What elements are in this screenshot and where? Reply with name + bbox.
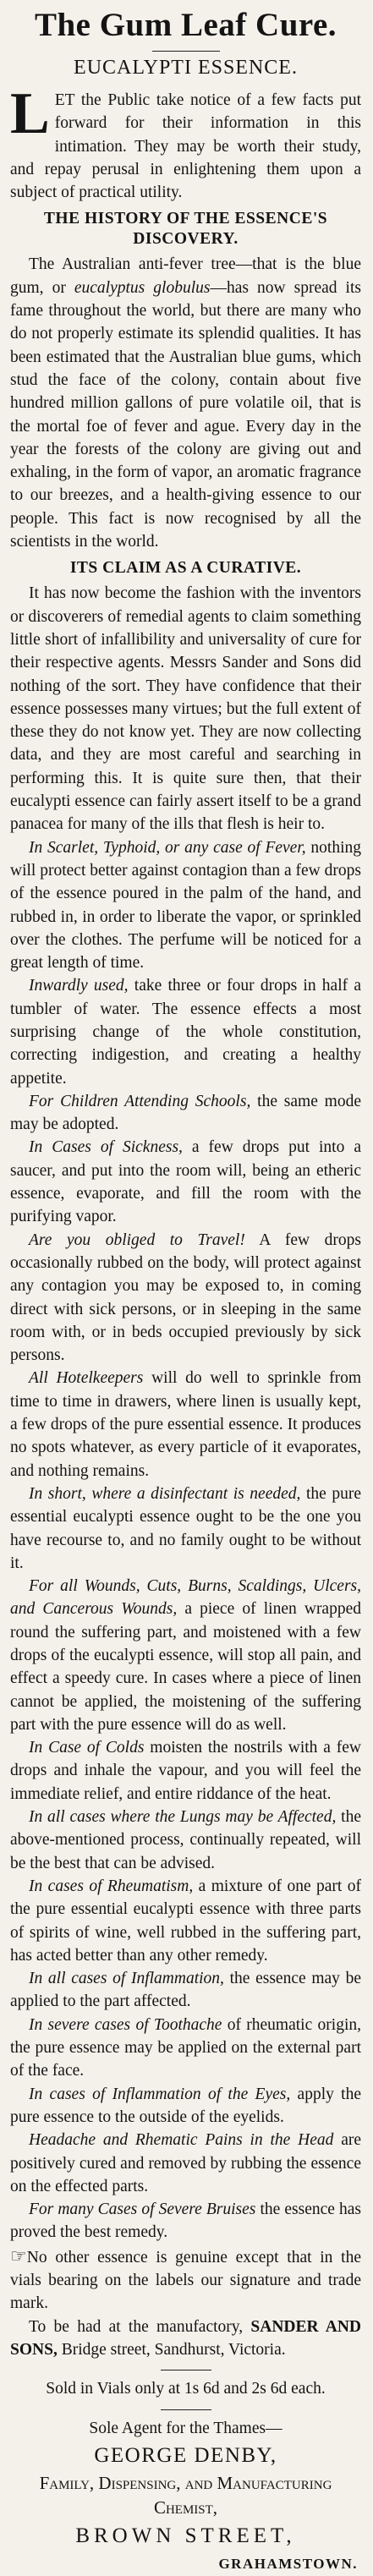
divider [161, 2409, 211, 2410]
use-paragraph [10, 2014, 361, 2083]
use-paragraph [10, 1229, 361, 1367]
use-title: In cases of Inflammation of the Eyes, [29, 2085, 291, 2103]
use-title: For all Wounds, Cuts, Burns, Scaldings, Ulcers, and Cancerous Wounds, [10, 1577, 361, 1619]
use-text: a few drops put into a saucer, and put into the room will, being an etheric essence, evaporate, and fill the room with the purifying vapor. [10, 1138, 361, 1226]
page-subtitle: EUCALYPTI ESSENCE. [74, 57, 298, 79]
claim-paragraph: It has now become the fashion with the inventors or discoverers of remedial agents to claim something little short of infallibility and universality of cure for their respective agents. Messrs Sander and Sons did nothing of the sort. They have confidence that their essence possesses many virtues; but the full extent of these they do not know yet. They are now collecting data, and they are most careful and searching in performing this. It is quite sure then, that their eucalypti essence can fairly assert itself to be a grand panacea for many of the ills that flesh is heir to. [10, 584, 361, 834]
use-title: In Cases of Sickness, [29, 1138, 183, 1157]
claim-heading: ITS CLAIM AS A CURATIVE. [69, 559, 302, 578]
use-text: are positively cured and removed by rubbing the essence on the effected parts. [10, 2131, 361, 2195]
use-title: In all cases of Inflammation, [29, 1970, 224, 1988]
notice-paragraph: ☞No other essence is genuine except that in the vials bearing on the labels our signature and trade mark. [10, 2244, 361, 2313]
history-heading: THE HISTORY OF THE ESSENCE'S DISCOVERY. [43, 210, 328, 249]
use-paragraph [10, 1875, 361, 1967]
use-paragraph [10, 1967, 361, 2014]
use-paragraph [10, 1090, 361, 1137]
use-paragraph [10, 1483, 361, 1575]
use-title: In Scarlet, Typhoid, or any case of Fever, [29, 838, 306, 857]
use-text: nothing will protect better against contagion than a few drops of the essence poured in the palm of the hand, and rubbed in, in order to liberate the vapor, or sprinkled over the clothes. The perfume will be noticed for a great length of time. [10, 838, 362, 973]
use-text: of rheumatic origin, the pure essence may be applied on the external part of the face. [10, 2015, 361, 2080]
vendor-town: GRAHAMSTOWN. [218, 2555, 358, 2572]
use-title: In cases of Rheumatism, [29, 1877, 194, 1895]
use-title: Inwardly used, [29, 977, 129, 995]
uses-list [10, 836, 361, 2244]
use-paragraph [10, 2198, 361, 2244]
use-text: take three or four drops in half a tumbler of water. The essence effects a most surprising change of the whole constitution, correcting indigestion, and creating a healthy appetite. [10, 977, 362, 1088]
use-text: a piece of linen wrapped round the suffering part, and moistened with a few drops of the eucalypti essence, will stop all pain, and effect a speedy cure. In cases where a piece of linen cannot be applied, the moistening of the suffering part with the pure essence will do as well. [10, 1600, 361, 1734]
history-paragraph: The Australian anti-fever tree—that is the blue gum, or eucalyptus globulus—has now spread its fame throughout the world, but there are many who do not properly estimate its splendid qualities. It has been estimated that the Australian blue gums, which stud the face of the colony, contain about five hundred million gallons of pure volatile oil, that is the mortal foe of fever and ague. Every day in the year the forests of the colony are giving out and exhaling, in the form of vapor, an aromatic fragrance to our breezes, and a health-giving essence to our people. This fact is now recognised by all the scientists in the world. [10, 255, 361, 551]
manufactory-paragraph: To be had at the manufactory, SANDER AND SONS, Bridge street, Sandhurst, Victoria. [10, 2317, 361, 2359]
vendor-street: BROWN STREET, [75, 2524, 296, 2547]
use-title: For many Cases of Severe Bruises [29, 2201, 256, 2219]
use-title: For Children Attending Schools, [29, 1092, 251, 1110]
use-paragraph [10, 1136, 361, 1228]
use-text: moisten the nostrils with a few drops and inhale the vapour, and you will feel the immediate relief, and entire riddance of the heat. [10, 1739, 361, 1803]
use-text: the essence has proved the best remedy. [10, 2201, 361, 2242]
vendor-trade: Family, Dispensing, and Manufacturing Chemist, [39, 2472, 332, 2518]
use-title: Are you obliged to Travel! [29, 1230, 245, 1249]
use-title: In Case of Colds [29, 1739, 145, 1757]
use-paragraph [10, 1806, 361, 1875]
page-title: The Gum Leaf Cure. [34, 7, 337, 43]
use-text: will do well to sprinkle from time to time in drawers, where linen is usually kept, a few drops of the pure essential essence. It produces no spots whatever, as every particle of it evaporates, and nothing remains. [10, 1369, 361, 1480]
vendor-name: GEORGE DENBY, [94, 2443, 277, 2467]
use-title: In short, where a disinfectant is needed, [29, 1484, 301, 1503]
agent-line: Sole Agent for the Thames— [89, 2419, 282, 2437]
use-paragraph [10, 1575, 361, 1736]
use-text: the essence may be applied to the part affected. [10, 1970, 361, 2011]
use-paragraph [10, 836, 361, 975]
drop-cap: L [10, 81, 50, 146]
use-title: Headache and Rhematic Pains in the Head [29, 2131, 334, 2150]
use-paragraph [10, 974, 361, 1089]
use-text: the pure essential eucalypti essence ought to be the one you have recourse to, and no family ought to be without it. [10, 1484, 361, 1572]
sale-line: Sold in Vials only at 1s 6d and 2s 6d each. [46, 2380, 326, 2398]
use-text: the same mode may be adopted. [10, 1092, 361, 1134]
use-paragraph [10, 1367, 361, 1482]
use-paragraph [10, 2083, 361, 2129]
title-rule [152, 51, 220, 52]
pointing-hand-icon: ☞ [10, 2244, 27, 2266]
use-text: apply the pure essence to the outside of the eyelids. [10, 2085, 361, 2126]
use-paragraph [10, 1736, 361, 1806]
use-title: All Hotelkeepers [29, 1369, 144, 1388]
use-text: a mixture of one part of the pure essential eucalypti essence with three parts of spirits of wine, well rubbed in the suffering part, has acted better than any other remedy. [10, 1877, 361, 1965]
use-text: A few drops occasionally rubbed on the body, will protect against any contagion you may be exposed to, in coming direct with sick persons, or in sleeping in the same room with, or in beds occupied previously by sick persons. [10, 1230, 362, 1365]
use-text: the above-mentioned process, continually repeated, will be the best that can be advised. [10, 1808, 361, 1872]
use-paragraph [10, 2129, 361, 2198]
intro-paragraph: LET the Public take notice of a few facts put forward for their information in this intimation. They may be worth their study, and repay perusal in enlightening them upon a subject of practical utility. [10, 81, 361, 202]
use-title: In severe cases of Toothache [29, 2015, 222, 2034]
use-title: In all cases where the Lungs may be Affected, [29, 1808, 337, 1827]
